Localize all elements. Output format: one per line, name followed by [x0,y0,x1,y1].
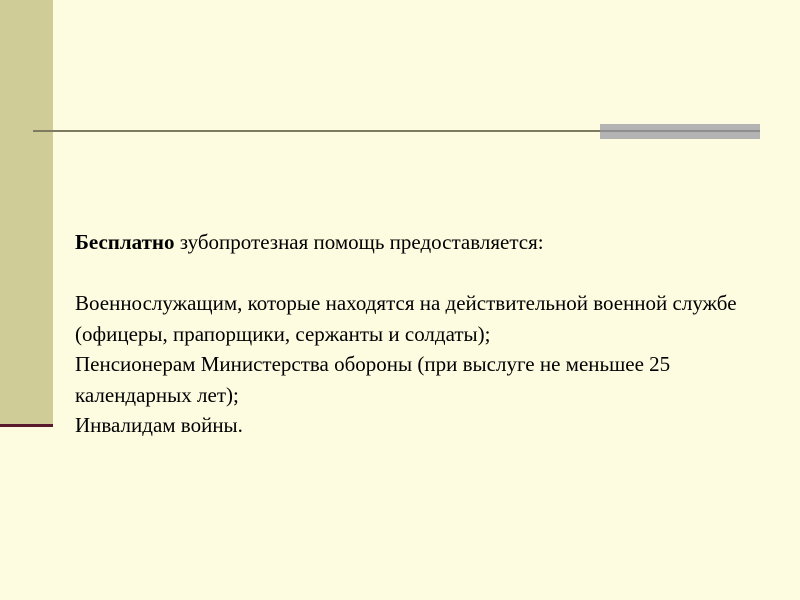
list-item: Пенсионерам Министерства обороны (при выслуге не меньшее 25 календарных лет); [75,352,671,407]
title-divider-line [33,130,600,132]
paragraph-spacer [75,258,755,289]
slide-body-text [75,227,755,441]
side-accent-underline [0,424,53,427]
list-item: Военнослужащим, которые находятся на действительной военной службе (офицеры, прапорщики, сержанты и солдаты); [75,291,737,346]
intro-bold-word: Бесплатно [75,230,175,254]
intro-paragraph [75,227,755,258]
list-item: Инвалидам войны. [75,413,243,437]
side-accent-bar [0,0,53,425]
title-divider-block-line [600,130,760,132]
intro-rest-text: зубопротезная помощь предоставляется: [174,230,544,254]
